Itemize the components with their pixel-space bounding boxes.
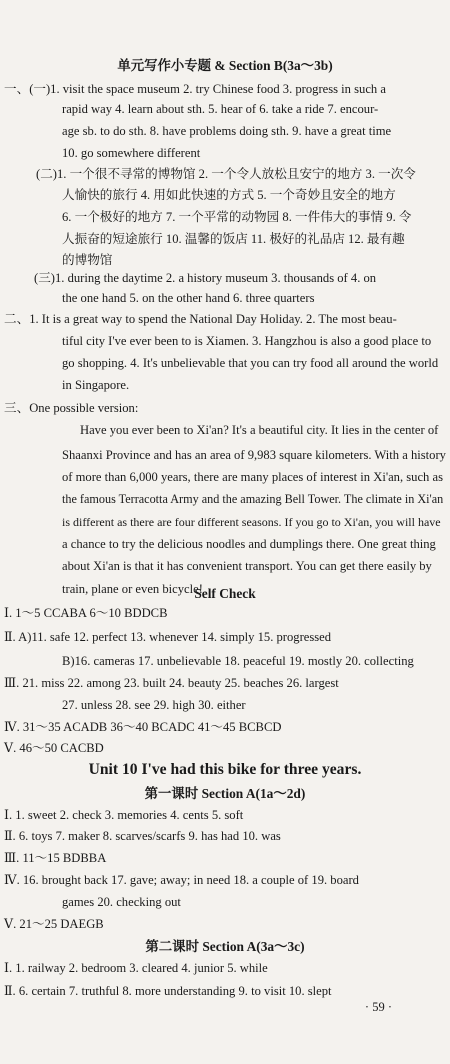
answer-line: is different as there are four different seasons. If you go to Xi'an, you will have (62, 515, 441, 529)
section-heading: 第一课时 Section A(1a～2d) (144, 786, 306, 801)
answer-line: about Xi'an is that it has convenient transport. You can get there easily by (62, 559, 432, 573)
answer-line: Ⅲ. 11～15 BDBBA (4, 851, 107, 865)
section-heading: 单元写作小专题 & Section B(3a～3b) (117, 58, 333, 73)
answer-line: Ⅰ. 1～5 CCABA 6～10 BDDCB (4, 606, 168, 620)
answer-line: 人振奋的短途旅行 10. 温馨的饭店 11. 极好的礼品店 12. 最有趣 (62, 232, 405, 246)
answer-line: (三)1. during the daytime 2. a history museum 3. thousands of 4. on (34, 271, 377, 285)
answer-line: 的博物馆 (62, 253, 113, 267)
answer-line: age sb. to do sth. 8. have problems doing sth. 9. have a great time (62, 124, 392, 138)
answer-line: 6. 一个极好的地方 7. 一个平常的动物园 8. 一件伟大的事情 9. 令 (62, 210, 412, 224)
answer-line: games 20. checking out (62, 895, 181, 909)
answer-line: train, plane or even bicycle! (62, 582, 203, 596)
answer-line: tiful city I've ever been to is Xiamen. 3. Hangzhou is also a good place to (62, 334, 432, 348)
answer-line: Ⅱ. 6. toys 7. maker 8. scarves/scarfs 9. has had 10. was (4, 829, 281, 843)
answer-line: 一、(一)1. visit the space museum 2. try Chinese food 3. progress in such a (4, 82, 386, 96)
answer-line: Ⅱ. 6. certain 7. truthful 8. more understanding 9. to visit 10. slept (4, 984, 332, 998)
section-heading: Unit 10 I've had this bike for three years. (88, 761, 362, 778)
answer-line: go shopping. 4. It's unbelievable that you can try food all around the world (62, 356, 439, 370)
answer-line: the one hand 5. on the other hand 6. three quarters (62, 291, 315, 305)
answer-line: 二、1. It is a great way to spend the National Day Holiday. 2. The most beau- (4, 312, 397, 326)
answer-line: rapid way 4. learn about sth. 5. hear of 6. take a ride 7. encour- (62, 102, 379, 116)
answer-line: Ⅳ. 31～35 ACADB 36～40 BCADC 41～45 BCBCD (4, 720, 282, 734)
page-number-text: · 59 · (364, 1000, 392, 1014)
answer-line: 27. unless 28. see 29. high 30. either (62, 698, 246, 712)
section-heading: Self Check (194, 586, 256, 601)
answer-line: Ⅳ. 16. brought back 17. gave; away; in need 18. a couple of 19. board (4, 873, 359, 887)
answer-line: Ⅴ. 46～50 CACBD (4, 741, 104, 755)
answer-line: 人愉快的旅行 4. 用如此快速的方式 5. 一个奇妙且安全的地方 (62, 188, 396, 202)
page-number (0, 997, 450, 1017)
answer-line: a chance to try the delicious noodles and dumplings there. One great thing (62, 537, 436, 551)
answer-line: Shaanxi Province and has an area of 9,983 square kilometers. With a history (62, 448, 446, 462)
answer-line: Ⅴ. 21～25 DAEGB (4, 917, 104, 931)
section-heading: 第二课时 Section A(3a～3c) (145, 939, 305, 954)
answer-line: Ⅲ. 21. miss 22. among 23. built 24. beauty 25. beaches 26. largest (4, 676, 339, 690)
answer-line: (二)1. 一个很不寻常的博物馆 2. 一个令人放松且安宁的地方 3. 一次令 (36, 167, 416, 181)
answer-line: B)16. cameras 17. unbelievable 18. peaceful 19. mostly 20. collecting (62, 654, 414, 668)
answer-line: the famous Terracotta Army and the amazing Bell Tower. The climate in Xi'an (62, 492, 444, 506)
answer-line: Have you ever been to Xi'an? It's a beautiful city. It lies in the center of (80, 423, 439, 437)
answer-line: 10. go somewhere different (62, 146, 201, 160)
answer-line: of more than 6,000 years, there are many places of interest in Xi'an, such as (62, 470, 443, 484)
answer-line: Ⅰ. 1. sweet 2. check 3. memories 4. cents 5. soft (4, 808, 244, 822)
answer-line: 三、One possible version: (4, 401, 139, 415)
answer-line: in Singapore. (62, 378, 130, 392)
answer-line: Ⅱ. A)11. safe 12. perfect 13. whenever 14. simply 15. progressed (4, 630, 332, 644)
answer-line: Ⅰ. 1. railway 2. bedroom 3. cleared 4. junior 5. while (4, 961, 268, 975)
